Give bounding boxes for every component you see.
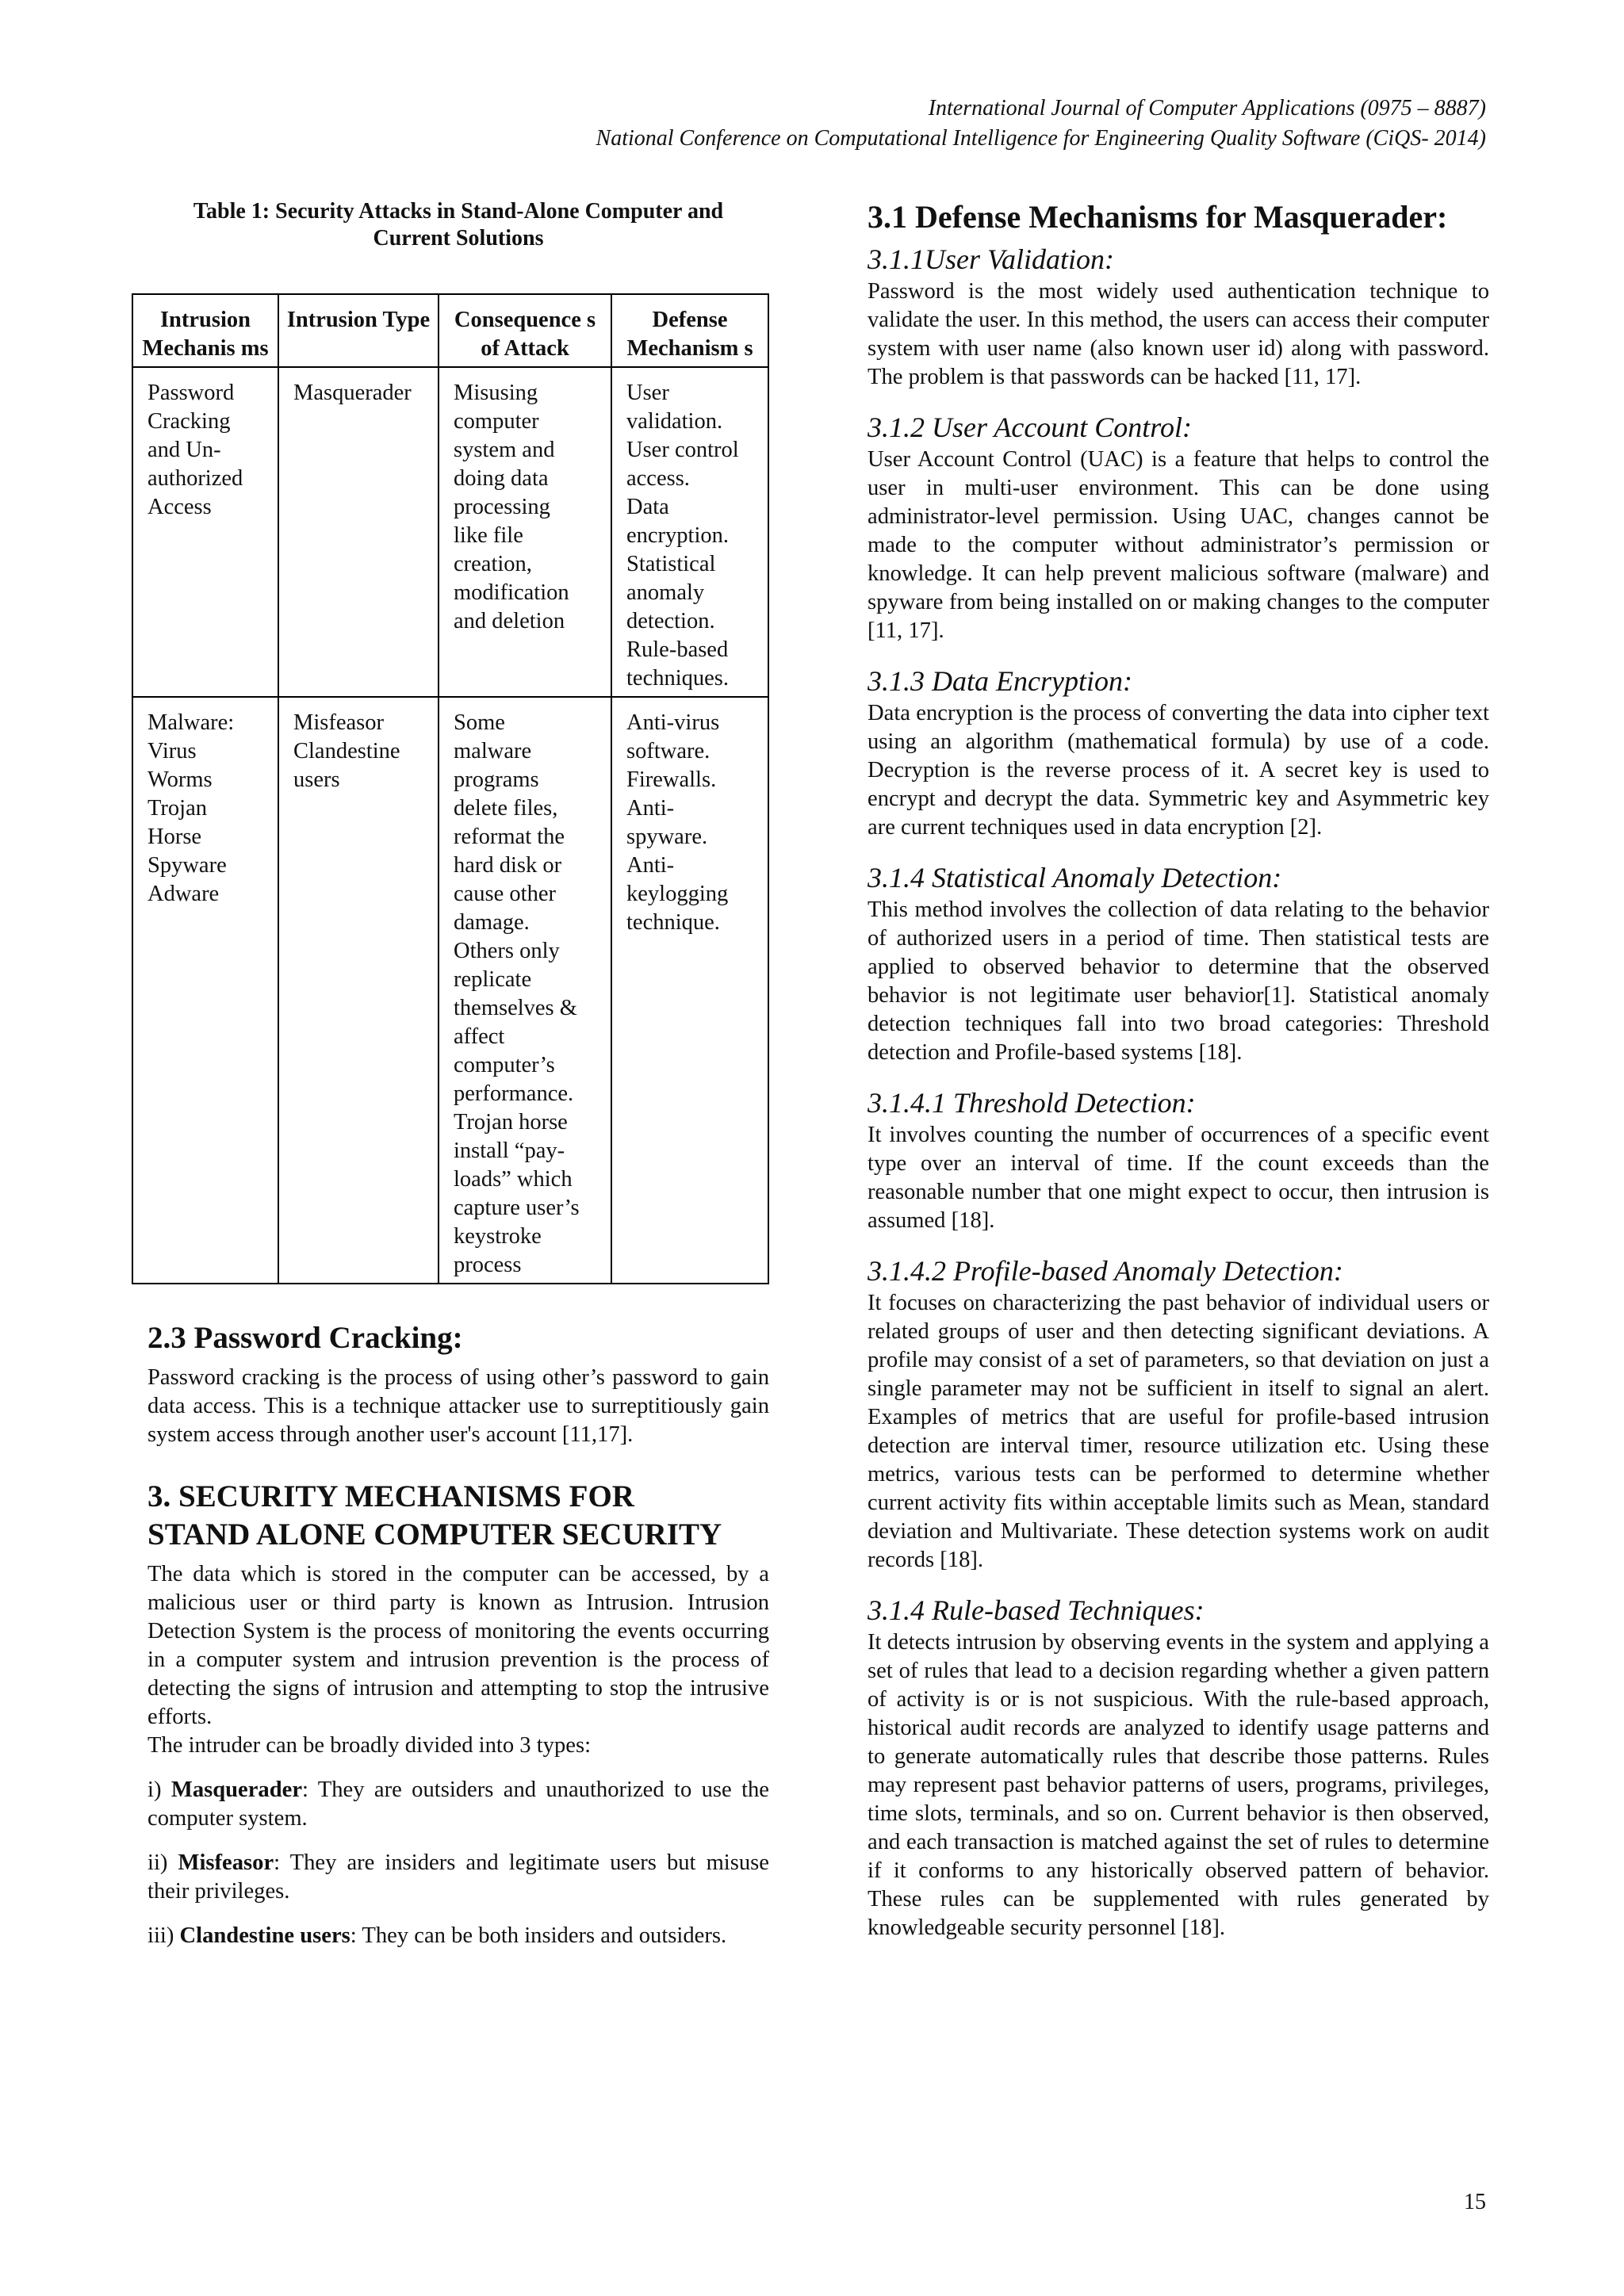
- item-prefix: i): [147, 1777, 171, 1802]
- cell-line: damage.: [454, 910, 530, 935]
- header-line: Intrusion: [286, 308, 377, 332]
- cell-line: Access: [147, 495, 212, 519]
- cell-line: Cracking: [147, 409, 231, 434]
- section-3-1-4-1-text: It involves counting the number of occurrences of a specific event type over an interval of time. If the count exceeds than the reasonable number that one might expect to occur, then intrusion is assumed [18].: [868, 1123, 1489, 1233]
- header-intrusion-mechanisms: [132, 294, 278, 367]
- table-cell-consequences: [439, 367, 611, 697]
- item-text: : They are outsiders and unauthorized to use the computer system.: [147, 1777, 769, 1831]
- cell-line: Adware: [147, 882, 220, 906]
- cell-line: Anti-virus: [626, 710, 720, 735]
- cell-line: Worms: [147, 767, 213, 792]
- cell-line: Anti-: [626, 796, 675, 821]
- cell-line: anomaly: [626, 580, 705, 605]
- header-line: Mechanism: [626, 336, 739, 361]
- cell-line: delete files,: [454, 796, 558, 821]
- cell-line: Misusing: [454, 381, 538, 405]
- header-line: of Attack: [481, 336, 569, 361]
- cell-line: User: [626, 381, 669, 405]
- cell-line: doing data: [454, 466, 549, 491]
- item-text: : They are insiders and legitimate users but misuse their privileges.: [147, 1850, 769, 1904]
- cell-line: malware: [454, 739, 532, 763]
- cell-line: software.: [626, 739, 710, 763]
- section-3-text: The data which is stored in the computer can be accessed, by a malicious user or third party is known as Intrusion. Intrusion Detection System is the process of monitoring the events occurring in a computer system and intrusion prevention is the process of detecting the signs of intrusion and attempting to stop the intrusive efforts.: [147, 1562, 769, 1729]
- table-cell-defense: [611, 697, 768, 1284]
- cell-line: system and: [454, 438, 555, 462]
- section-3-title-line1: 3. SECURITY MECHANISMS FOR: [147, 1479, 634, 1513]
- cell-line: Clandestine: [293, 739, 400, 763]
- cell-line: install “pay-: [454, 1138, 565, 1163]
- cell-line: Password: [147, 381, 235, 405]
- section-3-1-1-text: Password is the most widely used authentication technique to validate the user. In this method, the users can access their computer system with user name (also known user id) along with password. The problem is that passwords can be hacked [11, 17].: [868, 279, 1489, 389]
- section-2-3-title: 2.3 Password Cracking:: [147, 1321, 463, 1355]
- header-line: Consequence: [454, 308, 581, 332]
- table-row: [132, 697, 768, 1284]
- header-consequences: [439, 294, 611, 367]
- cell-line: Masquerader: [293, 381, 412, 405]
- table-row: [132, 367, 768, 697]
- cell-line: access.: [626, 466, 690, 491]
- table-cell-mechanism: [132, 697, 278, 1284]
- item-prefix: ii): [147, 1850, 178, 1875]
- intruder-type-item: [147, 1776, 769, 1833]
- table-cell-mechanism: [132, 367, 278, 697]
- cell-line: replicate: [454, 967, 532, 992]
- cell-line: creation,: [454, 552, 532, 576]
- table-body: [132, 367, 768, 1284]
- table-cell-type: [278, 367, 439, 697]
- right-column: [868, 198, 1489, 1942]
- section-3-1-4-2-title: 3.1.4.2 Profile-based Anomaly Detection:: [868, 1255, 1343, 1287]
- left-column: [142, 198, 769, 1950]
- section-3-1-3-text: Data encryption is the process of converting the data into cipher text using an algorithm (mathematical formula) by use of a code. Decryption is the reverse process of it. A secret key is used to encrypt and decrypt the data. Symmetric key and Asymmetric key are current techniques used in data encryption [2].: [868, 701, 1489, 840]
- cell-line: performance.: [454, 1081, 574, 1106]
- security-attacks-table: [132, 293, 769, 1284]
- cell-line: encryption.: [626, 523, 730, 548]
- cell-line: Virus: [147, 739, 197, 763]
- conference-name: National Conference on Computational Intelligence for Engineering Quality Software (CiQS- 2014): [596, 126, 1486, 151]
- cell-line: keystroke: [454, 1224, 542, 1249]
- cell-line: Some: [454, 710, 505, 735]
- cell-line: process: [454, 1253, 522, 1277]
- header-line: ms: [240, 336, 269, 361]
- cell-line: User control: [626, 438, 739, 462]
- section-3-1-4-title: 3.1.4 Statistical Anomaly Detection:: [868, 862, 1282, 894]
- cell-line: processing: [454, 495, 550, 519]
- cell-line: validation.: [626, 409, 723, 434]
- cell-line: reformat the: [454, 825, 565, 849]
- section-3-1-3-title: 3.1.3 Data Encryption:: [868, 665, 1132, 697]
- section-3-intro-types: The intruder can be broadly divided into 3 types:: [147, 1733, 592, 1758]
- cell-line: and Un-: [147, 438, 221, 462]
- header-line: Intrusion: [159, 308, 251, 332]
- cell-line: capture user’s: [454, 1196, 580, 1220]
- section-3-1-title: 3.1 Defense Mechanisms for Masquerader:: [868, 199, 1448, 235]
- cell-line: like file: [454, 523, 523, 548]
- cell-line: themselves &: [454, 996, 577, 1020]
- cell-line: users: [293, 767, 340, 792]
- section-rule-based-text: It detects intrusion by observing events in the system and applying a set of rules that lead to a decision regarding whether a given pattern of activity is or is not suspicious. With the rule-based approach, historical audit records are analyzed to identify usage patterns and to generate automatically rules that describe those patterns. Rules may represent past behavior patterns of users, programs, privileges, time slots, terminals, and so on. Current behavior is then observed, and each transaction is matched against the set of rules to determine if it conforms to any historically observed pattern of behavior. These rules can be supplemented with rules generated by knowledgeable security personnel [18].: [868, 1630, 1489, 1940]
- cell-line: techniques.: [626, 666, 730, 691]
- cell-line: Rule-based: [626, 637, 729, 662]
- table-cell-consequences: [439, 697, 611, 1284]
- cell-line: affect: [454, 1024, 505, 1049]
- item-text: : They can be both insiders and outsiders.: [350, 1923, 727, 1948]
- table-caption: Table 1: Security Attacks in Stand-Alone Computer and Current Solutions: [193, 199, 724, 251]
- section-3-1-4-1-title: 3.1.4.1 Threshold Detection:: [868, 1087, 1196, 1119]
- section-3-1-2-text: User Account Control (UAC) is a feature that helps to control the user in multi-user environment. This can be done using administrator-level permission. Using UAC, changes cannot be made to the computer without administrator’s permission or knowledge. It can help prevent malicious software (malware) and spyware from being installed on or making changes to the computer [11, 17].: [868, 447, 1489, 643]
- intruder-type-item: [147, 1922, 769, 1950]
- cell-line: computer’s: [454, 1053, 555, 1077]
- header-line: Mechanis: [142, 336, 236, 361]
- cell-line: Trojan: [147, 796, 207, 821]
- item-term: Masquerader: [170, 1777, 303, 1802]
- cell-line: authorized: [147, 466, 243, 491]
- section-3-1-2-title: 3.1.2 User Account Control:: [868, 411, 1192, 443]
- cell-line: loads” which: [454, 1167, 573, 1192]
- cell-line: computer: [454, 409, 539, 434]
- cell-line: modification: [454, 580, 569, 605]
- cell-line: technique.: [626, 910, 720, 935]
- cell-line: hard disk or: [454, 853, 562, 878]
- intruder-type-item: [147, 1849, 769, 1906]
- cell-line: Anti-: [626, 853, 675, 878]
- item-prefix: iii): [147, 1923, 180, 1948]
- item-term: Misfeasor: [178, 1850, 274, 1875]
- cell-line: spyware.: [626, 825, 708, 849]
- header-line: s: [744, 336, 753, 361]
- cell-line: detection.: [626, 609, 715, 633]
- header-line: Type: [382, 308, 431, 332]
- table-header-row: [132, 294, 768, 367]
- cell-line: Horse: [147, 825, 202, 849]
- cell-line: Data: [626, 495, 669, 519]
- cell-line: Others only: [454, 939, 560, 963]
- cell-line: keylogging: [626, 882, 729, 906]
- cell-line: programs: [454, 767, 539, 792]
- table-cell-defense: [611, 367, 768, 697]
- header-line: s: [586, 308, 596, 332]
- page-number: 15: [1464, 2190, 1486, 2214]
- cell-line: Spyware: [147, 853, 227, 878]
- section-3-title: [147, 1478, 769, 1554]
- section-2-3-text: Password cracking is the process of using other’s password to gain data access. This is a technique attacker use to surreptitiously gain system access through another user's account [11,17].: [147, 1365, 769, 1447]
- section-3-1-4-2-text: It focuses on characterizing the past behavior of individual users or related groups of user and then detecting significant deviations. A profile may consist of a set of parameters, so that deviation on just a single parameter may not be sufficient in itself to signal an alert. Examples of metrics that are useful for profile-based intrusion detection are interval timer, resource utilization etc. Using these metrics, various tests can be performed to determine whether current activity fits within acceptable limits such as Mean, standard deviation and Multivariate. These detection systems work on audit records [18].: [868, 1291, 1489, 1572]
- section-3-1-1-title: 3.1.1User Validation:: [868, 243, 1114, 275]
- table-cell-type: [278, 697, 439, 1284]
- cell-line: and deletion: [454, 609, 565, 633]
- cell-line: Firewalls.: [626, 767, 717, 792]
- section-rule-based-title: 3.1.4 Rule-based Techniques:: [868, 1594, 1205, 1626]
- cell-line: Misfeasor: [293, 710, 384, 735]
- running-header: [596, 94, 1486, 154]
- section-3-title-line2: STAND ALONE COMPUTER SECURITY: [147, 1517, 722, 1552]
- cell-line: Statistical: [626, 552, 716, 576]
- cell-line: Malware:: [147, 710, 235, 735]
- journal-name: International Journal of Computer Applications (0975 – 8887): [928, 96, 1486, 121]
- cell-line: cause other: [454, 882, 556, 906]
- section-3-1-4-text: This method involves the collection of data relating to the behavior of authorized users in a period of time. Then statistical tests are applied to observed behavior to determine that the observed behavior is not legitimate user behavior[1]. Statistical anomaly detection techniques fall into two broad categories: Threshold detection and Profile-based systems [18].: [868, 897, 1489, 1065]
- header-defense-mechanisms: [611, 294, 768, 367]
- header-intrusion-type: [278, 294, 439, 367]
- cell-line: Trojan horse: [454, 1110, 568, 1135]
- item-term: Clandestine users: [179, 1923, 350, 1948]
- header-line: Defense: [652, 308, 728, 332]
